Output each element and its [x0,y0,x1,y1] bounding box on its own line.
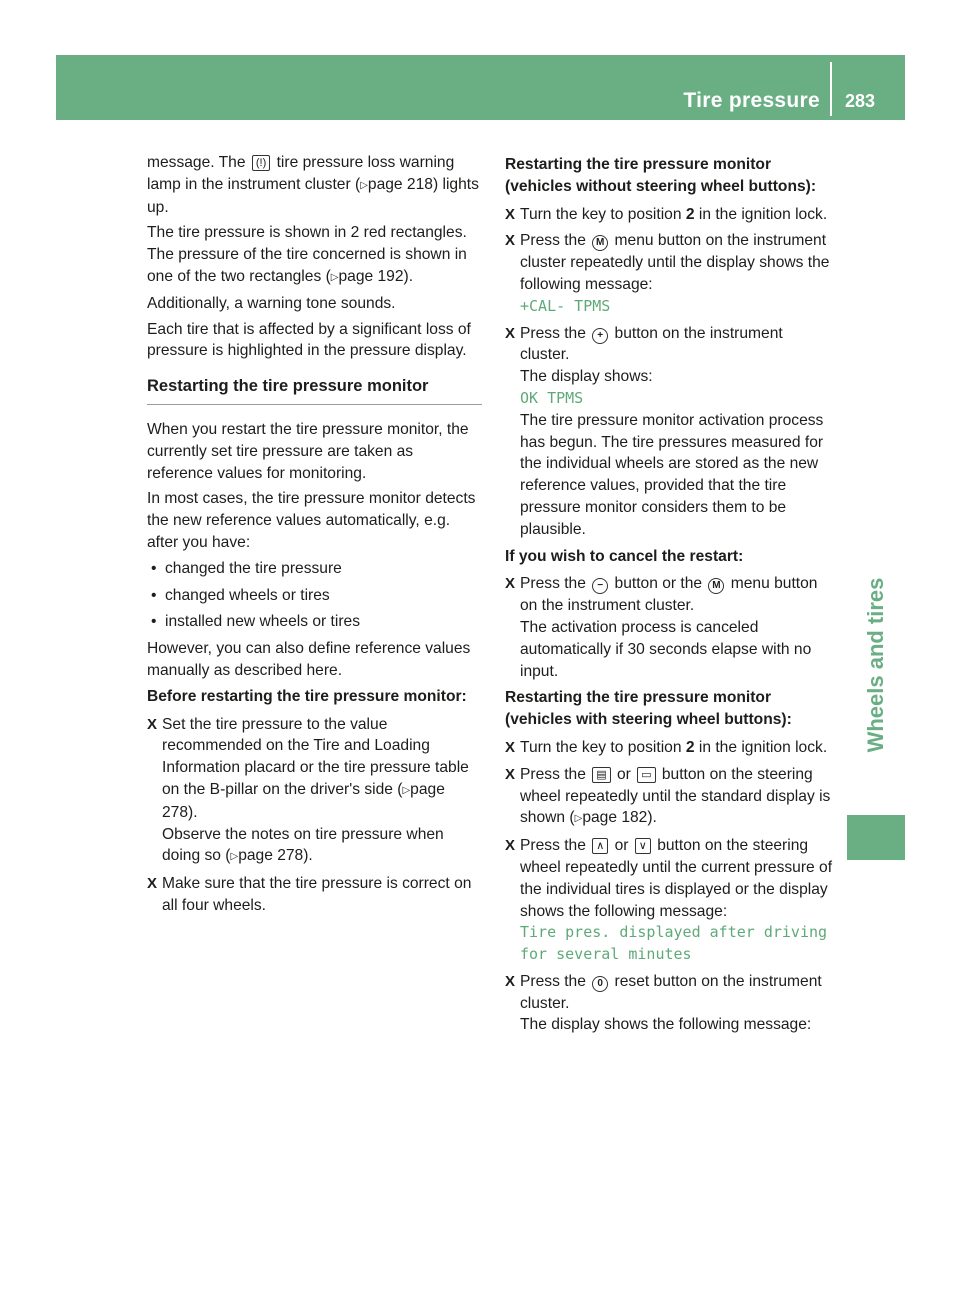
paragraph: Each tire that is affected by a significant loss of pressure is highlighted in the pressure display. [147,320,471,360]
paragraph: When you restart the tire pressure monitor, the currently set tire pressure are taken as reference values for monitoring. [147,420,469,482]
step-marker-icon: X [505,738,516,756]
bullet-icon: • [151,613,157,631]
page-title: Tire pressure [683,89,820,112]
step-item: X Turn the key to position 2 in the ignition lock. [505,204,835,226]
step-marker-icon: X [505,765,516,783]
menu-button-icon: M [592,235,608,251]
paragraph: message. The (!) tire pressure loss warning lamp in the instrument cluster (▷page 218) lights up. [147,154,479,216]
page-ref-icon: ▷ [360,179,368,191]
page-number: 283 [845,91,876,111]
page-ref-icon: ▷ [402,784,411,796]
display-button-icon: ▤ [592,767,610,783]
page-ref-icon: ▷ [330,271,339,283]
bullet-icon: • [151,559,157,577]
display-message: Tire pres. displayed after driving for several minutes [520,923,828,964]
step-marker-icon: X [147,875,158,893]
step-item: X Turn the key to position 2 in the ignition lock. [505,737,835,759]
plus-button-icon: + [592,328,608,344]
paragraph: The tire pressure is shown in 2 red rectangles. The pressure of the tire concerned is shown in one of the two rectangles (▷page 192). [147,224,467,285]
step-marker-icon: X [505,205,516,223]
paragraph: Additionally, a warning tone sounds. [147,294,396,312]
subheading: If you wish to cancel the restart: [505,547,744,565]
page-ref-link[interactable]: page 278). [238,847,313,865]
step-item: X Press the 0 reset button on the instrument cluster. The display shows the following message: [505,972,822,1034]
display-button-icon: ▭ [637,767,655,783]
step-item: X Press the + button on the instrument cluster. The display shows: OK TPMS The tire pressure monitor activation process has begun. The tire pressures measured for the individual wheels are stored as the new reference values, provided that the tire pressure monitor considers them to be plausible. [505,323,835,541]
step-marker-icon: X [147,715,158,733]
page-ref-link[interactable]: page 192). [338,267,414,285]
page-ref-link[interactable]: page 218) [367,175,439,193]
step-marker-icon: X [505,324,516,342]
subheading: Restarting the tire pressure monitor (vehicles without steering wheel buttons): [505,156,817,195]
tire-warning-lamp-icon: (!) [252,155,270,171]
paragraph: However, you can also define reference values manually as described here. [147,640,471,679]
subheading: Restarting the tire pressure monitor (vehicles with steering wheel buttons): [505,689,792,729]
down-button-icon: ∨ [635,838,651,854]
subheading: Before restarting the tire pressure monitor: [147,687,467,705]
display-message: +CAL- TPMS [520,296,611,315]
page-ref-link[interactable]: page 182). [582,809,657,827]
section-heading: Restarting the tire pressure monitor [147,376,482,405]
display-message: OK TPMS [520,388,584,407]
step-item: X Press the − button or the M menu button on the instrument cluster. The activation process is canceled automatically if 30 seconds elapse with no input. [505,575,818,680]
minus-button-icon: − [592,578,608,594]
list-item: • changed the tire pressure [147,558,482,580]
bullet-icon: • [151,586,157,604]
page-ref-icon: ▷ [230,851,239,863]
list-item: • installed new wheels or tires [147,611,482,633]
page-ref-link[interactable]: page 278). [162,780,445,821]
reset-button-icon: 0 [592,976,608,992]
step-item: X Set the tire pressure to the value recommended on the Tire and Loading Information placard or the tire pressure table on the B-pillar on the driver's side (▷page 278). Observe the notes on tire pressure when doing so (▷page 278). [147,715,469,865]
left-column [147,152,482,922]
page-ref-icon: ▷ [574,813,583,825]
section-tab-marker [847,815,905,860]
list-item: • changed wheels or tires [147,585,482,607]
step-marker-icon: X [505,232,516,250]
paragraph: In most cases, the tire pressure monitor detects the new reference values automatically, e.g. after you have: [147,490,476,551]
right-column [505,152,835,1041]
section-tab-label: Wheels and tires [863,577,888,753]
step-marker-icon: X [505,575,516,593]
header-divider [830,62,832,116]
step-marker-icon: X [505,837,516,855]
up-button-icon: ∧ [592,838,608,854]
step-item: X Press the ∧ or ∨ button on the steering wheel repeatedly until the current pressure of the individual tires is displayed or the display shows the following message: Tire pres. displayed after driving for several minutes [505,835,835,966]
step-item: X Press the M menu button on the instrument cluster repeatedly until the display shows the following message: +CAL- TPMS [505,230,835,317]
step-item: X Make sure that the tire pressure is correct on all four wheels. [147,875,472,914]
menu-button-icon: M [708,578,724,594]
step-item: X Press the ▤ or ▭ button on the steering wheel repeatedly until the standard display is shown (▷page 182). [505,765,831,827]
step-marker-icon: X [505,972,516,990]
